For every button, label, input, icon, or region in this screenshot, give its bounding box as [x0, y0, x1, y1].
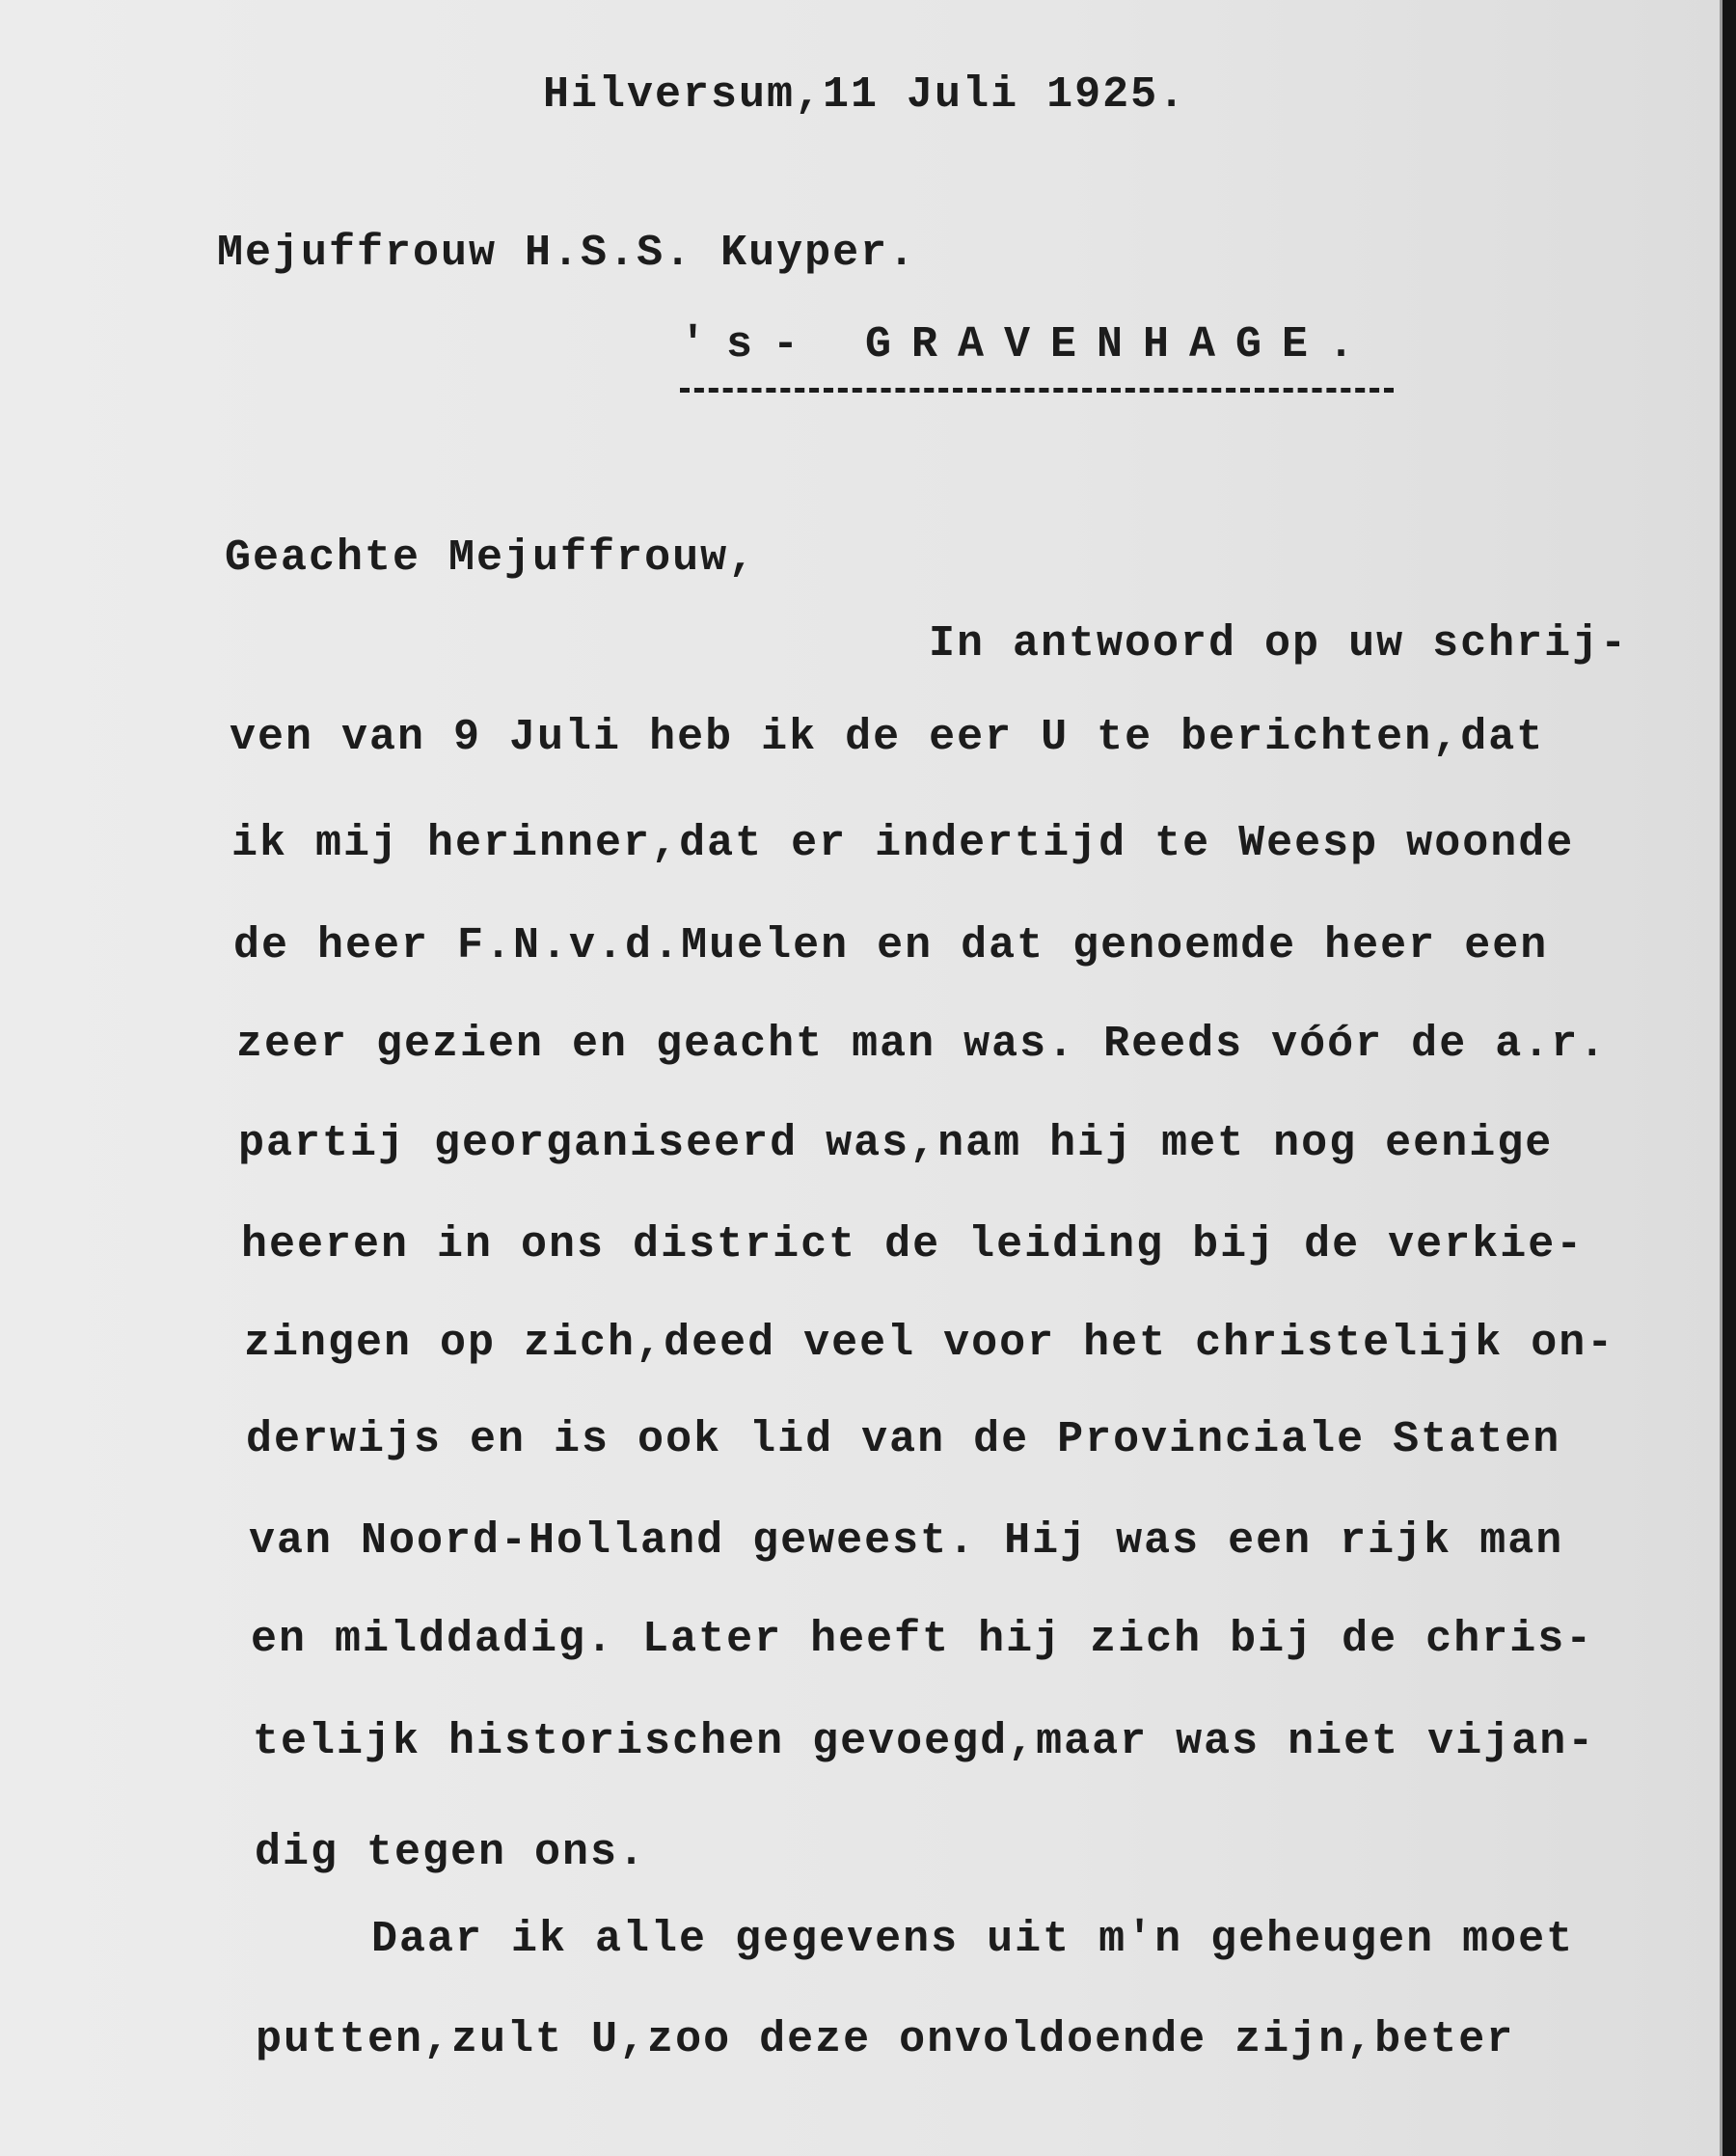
- recipient-name: Mejuffrouw H.S.S. Kuyper.: [217, 229, 917, 278]
- body-line: zeer gezien en geacht man was. Reeds vóór de a.r.: [236, 1020, 1608, 1069]
- body-line: In antwoord op uw schrij-: [929, 619, 1629, 669]
- body-line: telijk historischen gevoegd,maar was niet vijan-: [253, 1717, 1596, 1766]
- body-line: putten,zult U,zoo deze onvoldoende zijn,beter: [256, 2015, 1515, 2064]
- page-edge: [1722, 0, 1736, 2156]
- body-line: de heer F.N.v.d.Muelen en dat genoemde heer een: [233, 921, 1549, 970]
- body-line: derwijs en is ook lid van de Provinciale Staten: [246, 1415, 1561, 1464]
- body-line: zingen op zich,deed veel voor het christelijk on-: [244, 1319, 1615, 1368]
- salutation: Geachte Mejuffrouw,: [225, 533, 757, 583]
- body-line: ik mij herinner,dat er indertijd te Weesp woonde: [231, 819, 1575, 868]
- body-line: dig tegen ons.: [255, 1828, 647, 1877]
- body-line: heeren in ons district de leiding bij de verkie-: [241, 1220, 1585, 1269]
- city-underline: [680, 388, 1394, 393]
- body-line: Daar ik alle gegevens uit m'n geheugen moet: [371, 1915, 1575, 1964]
- letter-date: Hilversum,11 Juli 1925.: [543, 70, 1187, 120]
- body-line: van Noord-Holland geweest. Hij was een rijk man: [249, 1516, 1564, 1566]
- recipient-city: 's- GRAVENHAGE.: [680, 320, 1375, 369]
- body-line: partij georganiseerd was,nam hij met nog eenige: [238, 1119, 1554, 1168]
- body-line: en milddadig. Later heeft hij zich bij de chris-: [251, 1615, 1594, 1664]
- body-line: ven van 9 Juli heb ik de eer U te berichten,dat: [230, 713, 1545, 762]
